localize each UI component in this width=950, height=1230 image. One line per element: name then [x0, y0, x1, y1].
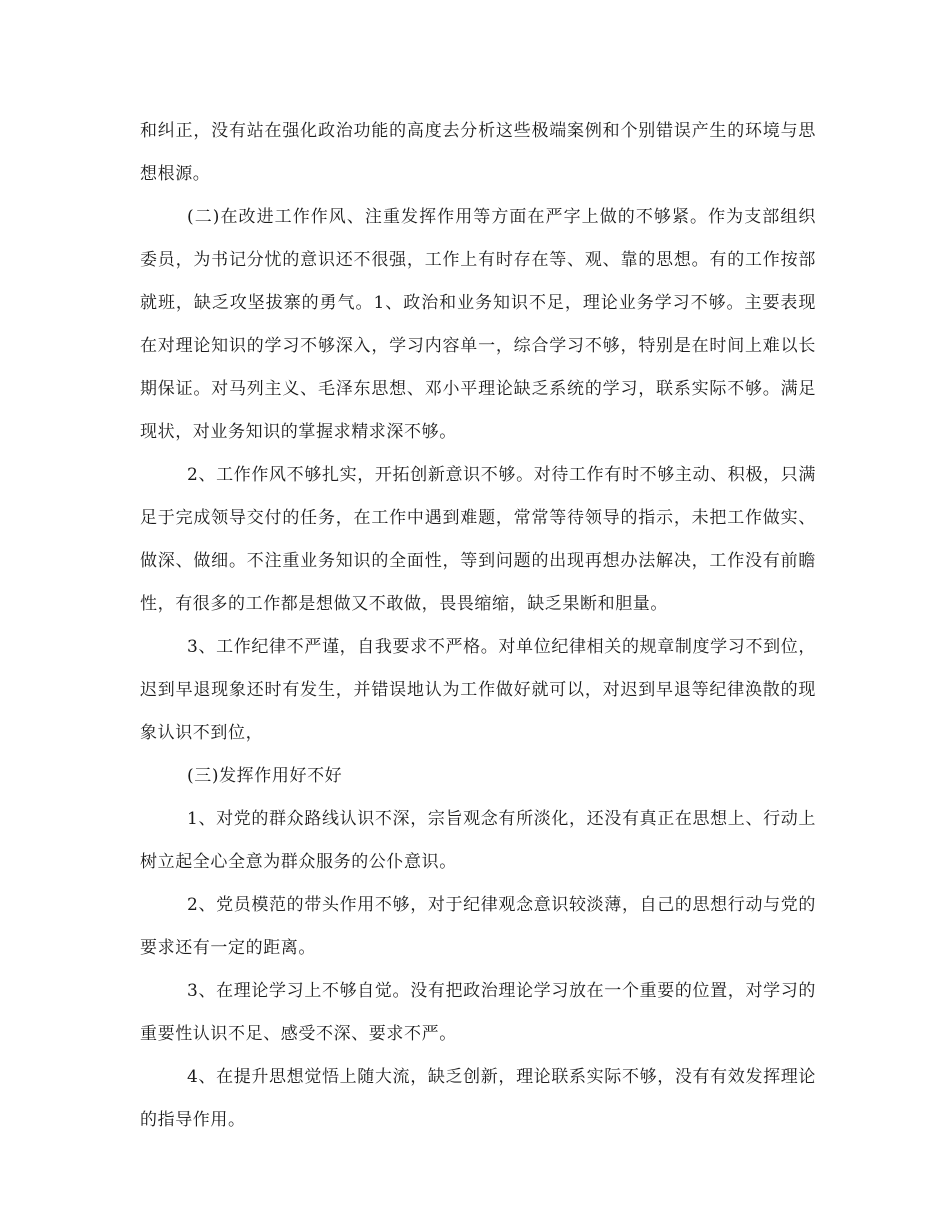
paragraph-section-2: (二)在改进工作作风、注重发挥作用等方面在严字上做的不够紧。作为支部组织委员，为书记分忧的意识还不很强，工作上有时存在等、观、靠的思想。有的工作按部就班，缺乏攻坚拔寨的勇气。1、政治和业务知识不足，理论业务学习不够。主要表现在对理论知识的学习不够深入，学习内容单一，综合学习不够，特别是在时间上难以长期保证。对马列主义、毛泽东思想、邓小平理论缺乏系统的学习，联系实际不够。满足现状，对业务知识的掌握求精求深不够。: [140, 207, 816, 442]
paragraph-item-2: 2、工作作风不够扎实，开拓创新意识不够。对待工作有时不够主动、积极，只满足于完成领导交付的任务，在工作中遇到难题，常常等待领导的指示，未把工作做实、做深、做细。不注重业务知识的全面性，等到问题的出现再想办法解决，工作没有前瞻性，有很多的工作都是想做又不敢做，畏畏缩缩，缺乏果断和胆量。: [140, 465, 816, 614]
paragraph-s3-item-4: 4、在提升思想觉悟上随大流，缺乏创新，理论联系实际不够，没有有效发挥理论的指导作用。: [140, 1067, 816, 1130]
document-body: [140, 110, 816, 1142]
paragraph-continuation: 和纠正，没有站在强化政治功能的高度去分析这些极端案例和个别错误产生的环境与思想根源。: [140, 121, 816, 184]
section-heading-3: (三)发挥作用好不好: [187, 766, 343, 786]
paragraph-s3-item-1: 1、对党的群众路线认识不深，宗旨观念有所淡化，还没有真正在思想上、行动上树立起全心全意为群众服务的公仆意识。: [140, 809, 816, 872]
paragraph-s3-item-2: 2、党员模范的带头作用不够，对于纪律观念意识较淡薄，自己的思想行动与党的要求还有一定的距离。: [140, 895, 816, 958]
paragraph-item-3: 3、工作纪律不严谨，自我要求不严格。对单位纪律相关的规章制度学习不到位，迟到早退现象还时有发生，并错误地认为工作做好就可以，对迟到早退等纪律涣散的现象认识不到位，: [140, 637, 816, 743]
paragraph-s3-item-3: 3、在理论学习上不够自觉。没有把政治理论学习放在一个重要的位置，对学习的重要性认识不足、感受不深、要求不严。: [140, 981, 816, 1044]
